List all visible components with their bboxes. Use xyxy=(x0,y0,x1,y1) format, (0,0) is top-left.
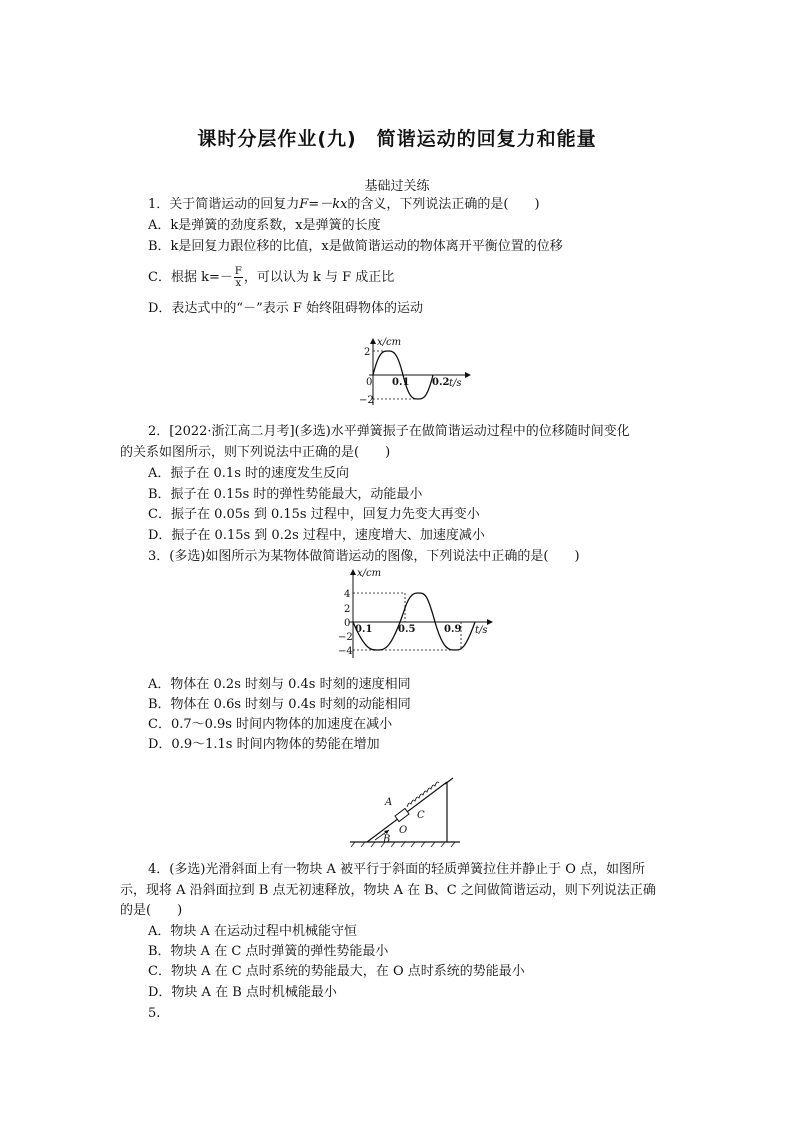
fig2-tick-0.1: 0.1 xyxy=(355,624,373,635)
fig2-tick-4: 4 xyxy=(344,589,351,600)
section-heading: 基础过关练 xyxy=(364,179,430,194)
figure-sine-graph-1 xyxy=(355,335,475,410)
q2-option-c: C．振子在 0.05s 到 0.15s 过程中，回复力先变大再变小 xyxy=(148,507,480,522)
q3-option-d: D．0.9～1.1s 时间内物体的势能在增加 xyxy=(148,737,380,752)
q1-option-b: B．k是回复力跟位移的比值，x是做简谐运动的物体离开平衡位置的位移 xyxy=(148,239,563,254)
q4-option-d: D．物块 A 在 B 点时机械能最小 xyxy=(148,985,337,1000)
fig1-tick-0: 0 xyxy=(366,377,373,388)
q3-option-b: B．物体在 0.6s 时刻与 0.4s 时刻的动能相同 xyxy=(148,697,411,712)
q3-option-c: C．0.7～0.9s 时间内物体的加速度在减小 xyxy=(148,717,393,732)
fraction-f-over-x: $\frac{F}{x}$ xyxy=(234,266,242,289)
fig2-tick-0.5: 0.5 xyxy=(398,624,416,635)
fig2-tick-0: 0 xyxy=(344,618,351,629)
q5-number: 5. xyxy=(148,1006,161,1021)
q1-option-c: C．根据 k=－ $\frac{F}{x}$ ，可以认为 k 与 F 成正比 xyxy=(148,266,395,289)
fig1-tick-0.2: 0.2 xyxy=(432,377,450,388)
q2-option-d: D．振子在 0.15s 到 0.2s 过程中，速度增大、加速度减小 xyxy=(148,528,485,543)
q4-option-b: B．物块 A 在 C 点时弹簧的弹性势能最小 xyxy=(148,944,389,959)
q4-stem-line1: 4．(多选)光滑斜面上有一物块 A 被平行于斜面的轻质弹簧拉住并静止于 O 点，如图所 xyxy=(148,862,645,877)
fig1-tick-neg2: −2 xyxy=(359,395,374,406)
q1-option-d: D．表达式中的“－”表示 F 始终阻碍物体的运动 xyxy=(148,301,423,316)
q2-option-a: A．振子在 0.1s 时的速度发生反向 xyxy=(148,466,349,481)
fig3-label-b: B xyxy=(383,834,391,845)
fig1-y-label: x/cm xyxy=(377,337,402,348)
q4-option-c: C．物块 A 在 C 点时系统的势能最大，在 O 点时系统的势能最小 xyxy=(148,964,525,979)
figure-incline-spring xyxy=(345,760,465,850)
fig2-tick-neg2: −2 xyxy=(338,632,353,643)
fig2-y-label: x/cm xyxy=(357,568,382,579)
fig2-tick-neg4: −4 xyxy=(338,646,353,657)
q1-stem: 1．关于简谐运动的回复力F=－kx的含义，下列说法正确的是( ) xyxy=(148,197,540,212)
fig1-tick-0.1: 0.1 xyxy=(392,377,410,388)
fig2-tick-2: 2 xyxy=(344,604,351,615)
q4-stem-line2: 示，现将 A 沿斜面拉到 B 点无初速释放，物块 A 在 B、C 之间做简谐运动，则下列说法正确 xyxy=(120,883,656,898)
q2-stem-line1: 2．[2022·浙江高二月考](多选)水平弹簧振子在做简谐运动过程中的位移随时间变化 xyxy=(148,424,630,439)
q2-stem-line2: 的关系如图所示，则下列说法中正确的是( ) xyxy=(120,445,391,460)
fig2-tick-0.9: 0.9 xyxy=(444,624,462,635)
fig1-t-label: t/s xyxy=(449,378,462,389)
fig1-tick-2: 2 xyxy=(364,347,371,358)
fig3-label-a: A xyxy=(385,797,393,808)
q1-option-a: A．k是弹簧的劲度系数，x是弹簧的长度 xyxy=(148,218,381,233)
fig3-label-c: C xyxy=(417,810,425,821)
fig2-t-label: t/s xyxy=(475,625,488,636)
page-title: 课时分层作业(九) 简谐运动的回复力和能量 xyxy=(197,128,597,150)
q4-option-a: A．物块 A 在运动过程中机械能守恒 xyxy=(148,924,358,939)
q3-option-a: A．物体在 0.2s 时刻与 0.4s 时刻的速度相同 xyxy=(148,677,411,692)
q2-option-b: B．振子在 0.15s 时的弹性势能最大，动能最小 xyxy=(148,487,423,502)
q4-stem-line3: 的是( ) xyxy=(120,903,183,918)
q3-stem: 3．(多选)如图所示为某物体做简谐运动的图像，下列说法中正确的是( ) xyxy=(148,549,580,564)
figure-sine-graph-2 xyxy=(335,566,495,661)
fig3-label-o: O xyxy=(399,825,408,836)
